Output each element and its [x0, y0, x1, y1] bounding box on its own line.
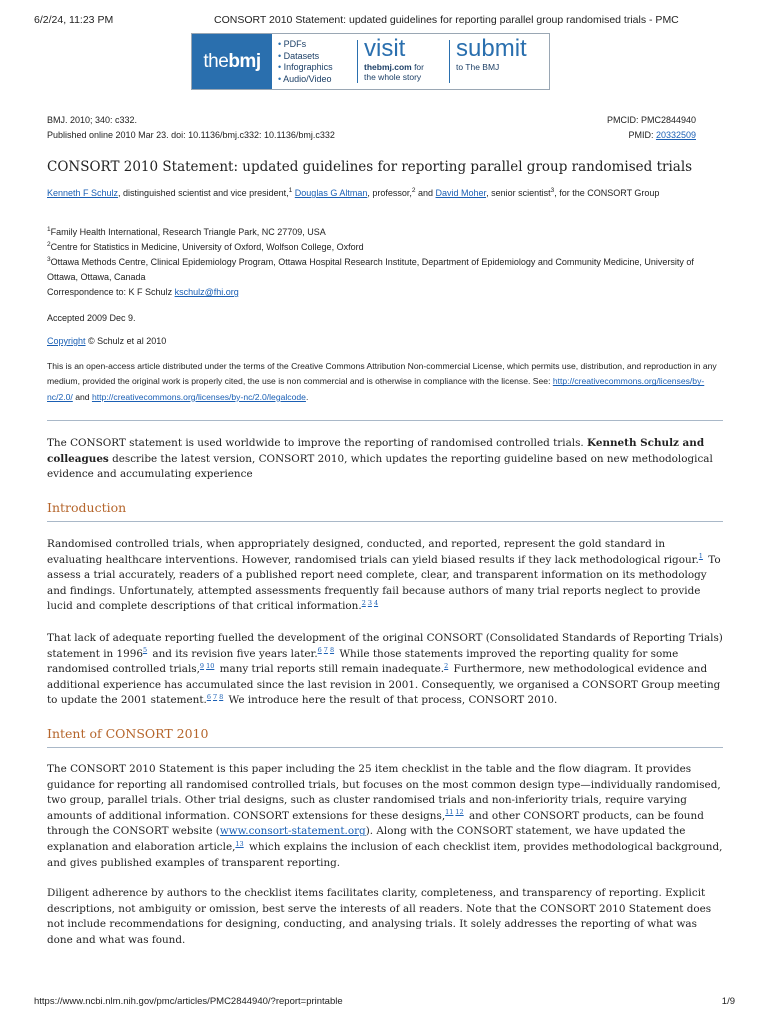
reference-link[interactable]: 12: [455, 808, 464, 817]
print-header: [0, 14, 768, 28]
license-link[interactable]: http://creativecommons.org/licenses/by-nc/2.0/: [47, 376, 705, 402]
reference-link[interactable]: 13: [235, 839, 244, 848]
ad-visit-link[interactable]: [364, 36, 424, 82]
divider: [47, 521, 723, 522]
pmcid: PMCID: PMC2844940: [606, 115, 696, 125]
section-heading-introduction: Introduction: [47, 500, 127, 515]
pmid-line: PMID: 20332509: [628, 130, 696, 140]
author-list: Kenneth F Schulz, distinguished scientist and vice president,$^1$ Douglas G Altman, professor,$^2$ and David Moher, senior scientist$^3$, for the CONSORT Group: [47, 187, 660, 198]
ad-submit-heading: submit: [456, 35, 527, 62]
ad-feature-item: • Infographics: [278, 62, 333, 74]
copyright: Copyright © Schulz et al 2010: [47, 336, 167, 346]
affiliations: [47, 225, 727, 300]
abstract-summary: The CONSORT statement is used worldwide to improve the reporting of randomised controlled trials. Kenneth Schulz and colleagues describe the latest version, CONSORT 2010, which updates the reporting guideline based on new methodological evidence and accumulating experience: [47, 437, 713, 481]
reference-link[interactable]: 9: [199, 661, 205, 670]
affiliation-item: $^1$Family Health International, Research Triangle Park, NC 27709, USA: [47, 226, 326, 237]
bmj-logo[interactable]: thebmj: [192, 34, 272, 89]
author-link-schulz[interactable]: Kenneth F Schulz: [47, 188, 119, 198]
citation-meta: [47, 113, 697, 143]
copyright-link[interactable]: Copyright: [47, 336, 86, 346]
affiliation-item: $^2$Centre for Statistics in Medicine, University of Oxford, Wolfson College, Oxford: [47, 241, 364, 252]
reference-link[interactable]: 5: [142, 646, 148, 655]
reference-link[interactable]: 6: [206, 692, 211, 701]
correspondence: Correspondence to: K F Schulz kschulz@fhi.org: [47, 287, 239, 297]
reference-link[interactable]: 1: [698, 552, 703, 561]
print-page-title: CONSORT 2010 Statement: updated guidelines for reporting parallel group randomised trials - PMC: [214, 14, 679, 26]
consort-website-link[interactable]: www.consort-statement.org: [219, 825, 366, 838]
divider: [47, 747, 723, 748]
affiliation-item: $^3$Ottawa Methods Centre, Clinical Epidemiology Program, Ottawa Hospital Research Institute, Department of Epidemiology and Community Medicine, University of Ottawa, Ottawa, Canada: [47, 256, 694, 282]
ad-visit-heading: visit: [364, 35, 406, 62]
reference-link[interactable]: 2: [361, 598, 366, 607]
pmid-link[interactable]: 20332509: [655, 130, 696, 140]
article-title: CONSORT 2010 Statement: updated guidelines for reporting parallel group randomised trials: [47, 159, 693, 175]
ad-divider: [449, 40, 450, 83]
ad-feature-item: • Audio/Video: [278, 74, 333, 86]
ad-feature-item: • Datasets: [278, 51, 333, 63]
reference-link[interactable]: 2: [444, 661, 449, 670]
paragraph: Randomised controlled trials, when appropriately designed, conducted, and reported, represent the gold standard in evaluating healthcare interventions. However, randomised trials can yield biased results if they lack methodological rigour.$^1$ To assess a trial accurately, readers of a published report need complete, clear, and transparent information on its methodology and findings. Unfortunately, attempted assessments frequently fail because authors of many trial reports neglect to provide lucid and complete descriptions of that critical information.$^{2 3 4}$: [47, 538, 721, 613]
ad-submit-link[interactable]: [456, 36, 527, 72]
reference-link[interactable]: 3: [367, 598, 372, 607]
license-notice: This is an open-access article distributed under the terms of the Creative Commons Attribution Non-commercial License, which permits use, distribution, and reproduction in any medium, provided the original work is properly cited, the use is non commercial and is otherwise in compliance with the license. See: http://creativecommons.org/licenses/by-nc/2.0/ and http://creativecommons.org/licenses/by-nc/2.0/legalcode.: [47, 361, 717, 402]
ad-visit-text: thebmj.com for the whole story: [364, 62, 424, 82]
reference-link[interactable]: 10: [206, 661, 215, 670]
ad-feature-item: • PDFs: [278, 39, 333, 51]
ad-submit-text: to The BMJ: [456, 62, 500, 72]
print-footer: [0, 996, 768, 1010]
license-legalcode-link[interactable]: http://creativecommons.org/licenses/by-nc/2.0/legalcode: [91, 391, 306, 402]
print-url: https://www.ncbi.nlm.nih.gov/pmc/articles/PMC2844940/?report=printable: [34, 996, 343, 1007]
reference-link[interactable]: 4: [373, 598, 379, 607]
citation: BMJ. 2010; 340: c332.: [47, 115, 138, 125]
divider: [47, 420, 723, 421]
reference-link[interactable]: 8: [329, 646, 335, 655]
paragraph: The CONSORT 2010 Statement is this paper including the 25 item checklist in the table and the flow diagram. It provides guidance for reporting all randomised controlled trials, but focuses on the most common design type—individually randomised, two group, parallel trials. Other trial designs, such as cluster randomised trials and non-inferiority trials, require varying amounts of additional information. CONSORT extensions for these designs,$^{11 12}$ and other CONSORT products, can be found through the CONSORT website (www.consort-statement.org). Along with the CONSORT statement, we have updated the explanation and elaboration article,$^{13}$ which explains the inclusion of each checklist item, provides methodological background, and gives published examples of transparent reporting.: [47, 763, 723, 869]
reference-link[interactable]: 11: [445, 808, 454, 817]
reference-link[interactable]: 7: [212, 692, 218, 701]
paragraph: Diligent adherence by authors to the checklist items facilitates clarity, completeness, and transparency of reporting. Explicit descriptions, not ambiguity or omission, best serve the interests of all readers. Note that the CONSORT 2010 Statement does not include recommendations for designing, conducting, and analysing trials. It solely addresses the reporting of what was done and what was found.: [47, 887, 712, 946]
page-number: 1/9: [721, 996, 735, 1007]
author-link-altman[interactable]: Douglas G Altman: [294, 188, 368, 198]
accepted-date: Accepted 2009 Dec 9.: [47, 313, 136, 323]
ad-divider: [357, 40, 358, 83]
reference-link[interactable]: 8: [219, 692, 224, 701]
reference-link[interactable]: 6: [317, 646, 322, 655]
print-datetime: 6/2/24, 11:23 PM: [34, 14, 114, 26]
bmj-ad-banner[interactable]: [191, 33, 550, 90]
published-doi: Published online 2010 Mar 23. doi: 10.1136/bmj.c332: 10.1136/bmj.c332: [47, 130, 335, 140]
paragraph: That lack of adequate reporting fuelled the development of the original CONSORT (Consolidated Standards of Reporting Trials) statement in 1996$^5$ and its revision five years later.$^{6 7 8}$ While those statements improved the reporting quality for some randomised controlled trials,$^{9 10}$ many trial reports still remain inadequate.$^2$ Furthermore, new methodological evidence and additional experience has accumulated since the last revision in 2001. Consequently, we organised a CONSORT Group meeting to update the 2001 statement.$^{6 7 8}$ We introduce here the result of that process, CONSORT 2010.: [47, 632, 723, 707]
article-ids: [607, 113, 696, 143]
email-link[interactable]: kschulz@fhi.org: [174, 287, 239, 297]
ad-feature-list: [278, 39, 333, 85]
author-link-moher[interactable]: David Moher: [435, 188, 487, 198]
reference-link[interactable]: 7: [323, 646, 328, 655]
section-heading-intent: Intent of CONSORT 2010: [47, 726, 209, 741]
